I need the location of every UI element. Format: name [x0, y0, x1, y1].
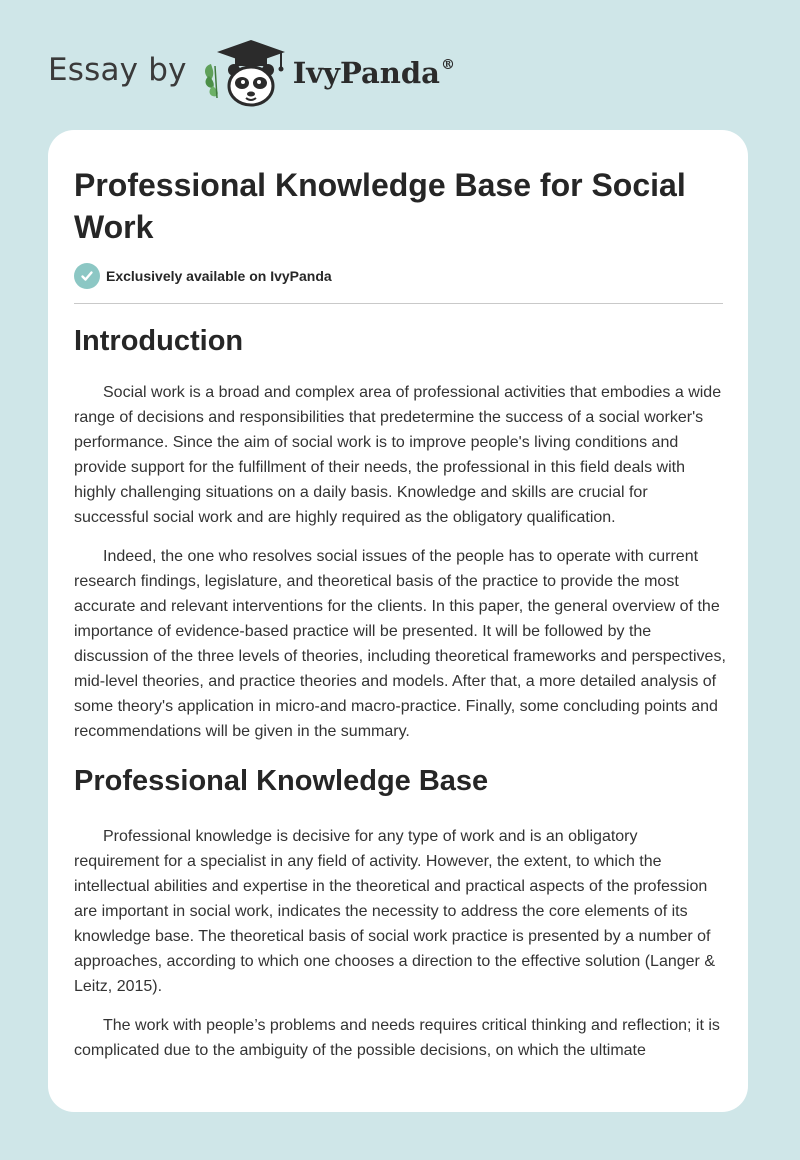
- paragraph: Indeed, the one who resolves social issues of the people has to operate with current research findings, legislature, and theoretical basis of the practice to provide the most accurate and relevant interventions for the clients. In this paper, the general overview of the importance of evidence-based practice will be presented. It will be followed by the discussion of the three levels of theories, including theoretical frameworks and perspectives, mid-level theories, and practice theories and models. After that, a more detailed analysis of some theory's application in micro-and macro-practice. Finally, some concluding points and recommendations will be given in the summary.: [74, 548, 726, 740]
- divider: [74, 303, 723, 304]
- brand-text: IvyPanda: [292, 56, 440, 90]
- check-circle-icon: [74, 263, 100, 289]
- panda-logo-icon: [201, 36, 293, 108]
- section-heading-professional-knowledge-base: Professional Knowledge Base: [74, 765, 489, 797]
- exclusive-badge: [74, 263, 332, 289]
- section-heading-introduction: Introduction: [74, 325, 244, 357]
- essay-card: [48, 130, 748, 1112]
- registered-mark: ®: [440, 57, 455, 73]
- essay-body: [74, 322, 726, 1077]
- page-title: Professional Knowledge Base for Social Work: [74, 167, 686, 245]
- paragraph: Professional knowledge is decisive for any type of work and is an obligatory requirement for a specialist in any field of activity. However, the extent, to which the intellectual abilities and expertise in the theoretical and practical aspects of the profession are important in social work, indicates the necessity to address the core elements of its knowledge base. The theoretical basis of social work practice is presented by a number of approaches, according to which one chooses a direction to the effective solution (Langer & Leitz, 2015).: [74, 828, 715, 995]
- exclusive-badge-text: Exclusively available on IvyPanda: [106, 268, 332, 284]
- paragraph: Social work is a broad and complex area of professional activities that embodies a wide range of decisions and responsibilities that predetermine the success of a social worker's performance. Since the aim of social work is to improve people's living conditions and provide support for the fulfillment of their needs, the professional in this field deals with highly challenging situations on a daily basis. Knowledge and skills are crucial for successful social work and are highly required as the obligatory qualification.: [74, 384, 722, 526]
- site-header: [48, 36, 455, 108]
- paragraph: The work with people’s problems and needs requires critical thinking and reflection; it is complicated due to the ambiguity of the possible decisions, on which the ultimate: [74, 1017, 720, 1059]
- essay-by-label: Essay by: [48, 52, 187, 88]
- ivypanda-logo-icon[interactable]: [201, 36, 293, 108]
- brand-name[interactable]: [293, 56, 455, 90]
